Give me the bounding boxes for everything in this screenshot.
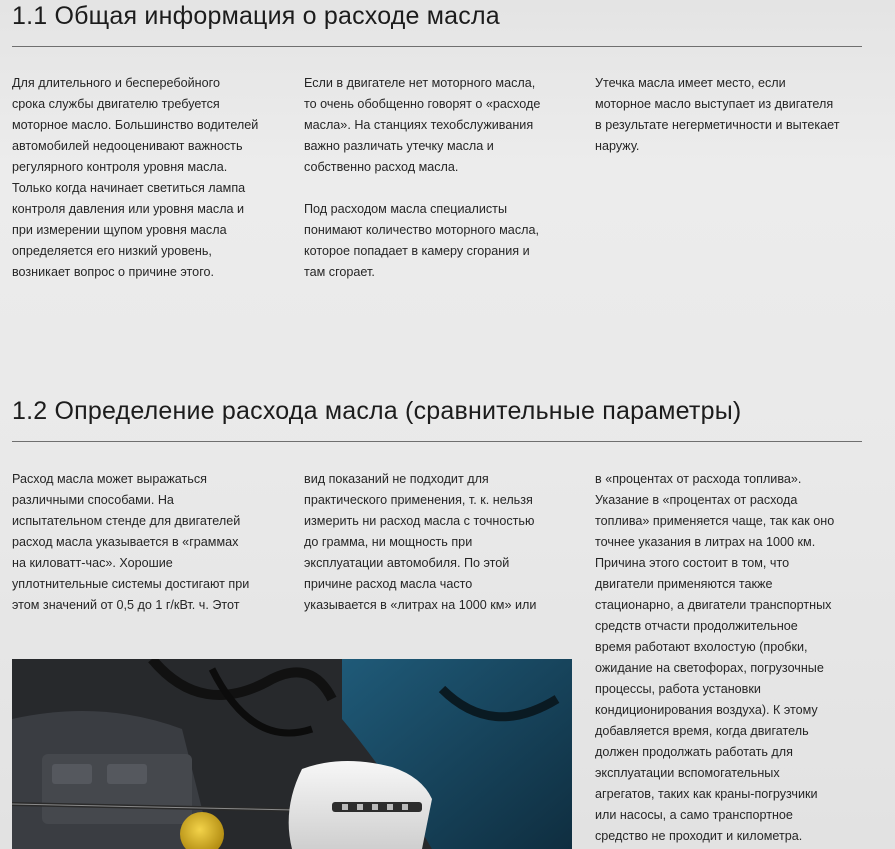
section-1-column-2 <box>304 73 576 283</box>
section-1-heading: 1.1 Общая информация о расходе масла <box>12 2 500 30</box>
section-2-column-2 <box>304 469 576 616</box>
section-1-col3-paragraph <box>595 73 880 157</box>
text-line: важно различать утечку масла и <box>304 139 494 153</box>
text-line: двигатели применяются также <box>595 577 773 591</box>
text-line: уплотнительные системы достигают при <box>12 577 250 591</box>
text-line: определяется его низкий уровень, <box>12 244 212 258</box>
section-1-col2-paragraph-1 <box>304 73 576 178</box>
text-line: контроля давления или уровня масла и <box>12 202 245 216</box>
text-line: измерить ни расход масла с точностью <box>304 514 535 528</box>
text-line: в результате негерметичности и вытекает <box>595 118 840 132</box>
text-line: собственно расход масла. <box>304 160 459 174</box>
text-line: Указание в «процентах от расхода <box>595 493 798 507</box>
text-line: моторное масло выступает из двигателя <box>595 97 834 111</box>
section-1-divider <box>12 46 862 47</box>
text-line: наружу. <box>595 139 640 153</box>
section-2-col1-paragraph <box>12 469 297 616</box>
text-line: при измерении щупом уровня масла <box>12 223 227 237</box>
text-line: время работают вхолостую (пробки, <box>595 640 808 654</box>
text-line: срока службы двигателю требуется <box>12 97 220 111</box>
text-line: то очень обобщенно говорят о «расходе <box>304 97 541 111</box>
text-line: Причина этого состоит в том, что <box>595 556 790 570</box>
text-line: эксплуатации вспомогательных <box>595 766 780 780</box>
engine-bay-illustration <box>12 659 572 849</box>
text-line: расход масла указывается в «граммах <box>12 535 239 549</box>
text-line: должен продолжать работать для <box>595 745 793 759</box>
text-line: в «процентах от расхода топлива». <box>595 472 802 486</box>
section-1-column-3 <box>595 73 880 157</box>
text-line: понимают количество моторного масла, <box>304 223 539 237</box>
text-line: средство не проходит и километра. <box>595 829 803 843</box>
text-line: там сгорает. <box>304 265 375 279</box>
text-line: агрегатов, таких как краны-погрузчики <box>595 787 818 801</box>
text-line: которое попадает в камеру сгорания и <box>304 244 530 258</box>
section-2-col2-paragraph <box>304 469 576 616</box>
text-line: практического применения, т. к. нельзя <box>304 493 533 507</box>
text-line: точнее указания в литрах на 1000 км. <box>595 535 816 549</box>
text-line: или насосы, а само транспортное <box>595 808 793 822</box>
text-line: Под расходом масла специалисты <box>304 202 508 216</box>
text-line: возникает вопрос о причине этого. <box>12 265 215 279</box>
text-line: эксплуатации автомобиля. По этой <box>304 556 510 570</box>
section-2-col3-paragraph <box>595 469 885 847</box>
text-line: до грамма, ни мощность при <box>304 535 473 549</box>
text-line: Только когда начинает светиться лампа <box>12 181 246 195</box>
text-line: Утечка масла имеет место, если <box>595 76 786 90</box>
section-2-divider <box>12 441 862 442</box>
text-line: этом значений от 0,5 до 1 г/кВт. ч. Этот <box>12 598 240 612</box>
text-line: ожидание на светофорах, погрузочные <box>595 661 824 675</box>
text-line: моторное масло. Большинство водителей <box>12 118 259 132</box>
text-line: указывается в «литрах на 1000 км» или <box>304 598 537 612</box>
section-1-column-1 <box>12 73 297 283</box>
section-1-col1-paragraph <box>12 73 297 283</box>
text-line: стационарно, а двигатели транспортных <box>595 598 832 612</box>
section-2-heading: 1.2 Определение расхода масла (сравнительные параметры) <box>12 397 742 425</box>
text-line: причине расход масла часто <box>304 577 473 591</box>
text-line: процессы, работа установки <box>595 682 761 696</box>
text-line: Для длительного и бесперебойного <box>12 76 220 90</box>
text-line: кондиционирования воздуха). К этому <box>595 703 818 717</box>
section-1-col2-paragraph-2 <box>304 199 576 283</box>
text-line: масла». На станциях техобслуживания <box>304 118 534 132</box>
text-line: вид показаний не подходит для <box>304 472 489 486</box>
text-line: различными способами. На <box>12 493 174 507</box>
text-line: на киловатт-час». Хорошие <box>12 556 173 570</box>
text-line: испытательном стенде для двигателей <box>12 514 241 528</box>
text-line: средств отчасти продолжительное <box>595 619 798 633</box>
text-line: автомобилей недооценивают важность <box>12 139 243 153</box>
engine-dipstick-photo <box>12 659 572 849</box>
text-line: топлива» применяется чаще, так как оно <box>595 514 835 528</box>
text-line: Расход масла может выражаться <box>12 472 207 486</box>
text-line: регулярного контроля уровня масла. <box>12 160 228 174</box>
section-2-column-1 <box>12 469 297 616</box>
section-2-column-3 <box>595 469 885 847</box>
text-line: добавляется время, когда двигатель <box>595 724 809 738</box>
text-line: Если в двигателе нет моторного масла, <box>304 76 536 90</box>
